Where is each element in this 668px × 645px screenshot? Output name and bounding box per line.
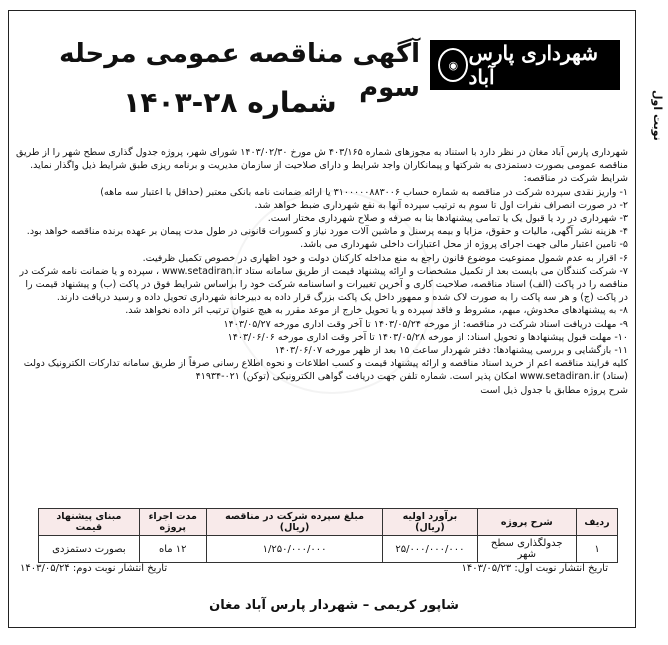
condition-item: ۴- هزینه نشر آگهی، مالیات و حقوق، مزایا و بیمه پرسنل و ماشین آلات مورد نیاز و کسورات قانونی در طول مدت پیمان بر عهده برنده مناقصه خواهد بود.: [26, 226, 628, 238]
signature-line: شاپور کریمی – شهردار پارس آباد مغان: [209, 598, 459, 613]
project-table: [38, 508, 618, 563]
conditions-heading: شرایط شرکت در مناقصه:: [523, 173, 628, 185]
side-label: نوبت اول: [651, 89, 664, 141]
logo-text: شهرداری پارس آباد: [468, 41, 598, 89]
condition-item: شرح پروژه مطابق با جدول ذیل است: [480, 384, 628, 396]
condition-item: ۸- به پیشنهادهای مخدوش، مبهم، مشروط و فاقد سپرده و یا تحویل خارج از موعد مقرر به هیچ عنوان ترتیب اثر داده نخواهد شد.: [125, 305, 628, 317]
col-header: ردیف: [577, 509, 618, 536]
condition-item: ۵- تامین اعتبار مالی جهت اجرای پروژه از محل اعتبارات داخلی شهرداری می باشد.: [300, 239, 628, 251]
condition-item: ۳- شهرداری در رد یا قبول یک یا تمامی پیشنهادها بنا به صرفه و صلاح شهرداری مختار است.: [267, 213, 628, 225]
col-header: شرح پروژه: [477, 509, 577, 536]
page-title: آگهی مناقصه عمومی مرحله سوم: [59, 39, 420, 103]
col-header: مبلغ سپرده شرکت در مناقصه (ریال): [206, 509, 383, 536]
first-publish-date: تاریخ انتشار نوبت اول: ۱۴۰۳/۰۵/۲۳: [461, 563, 608, 574]
condition-item: ۹- مهلت دریافت اسناد شرکت در مناقصه: از مورخه ۱۴۰۳/۰۵/۲۴ تا آخر وقت اداری مورخه ۱۴۰۳/۰۵/۲۷: [223, 318, 628, 330]
col-header: مبنای پیشنهاد قیمت: [39, 509, 140, 536]
table-cell: ۱/۲۵۰/۰۰۰/۰۰۰: [206, 536, 383, 563]
condition-item: ۱۱- بازگشایی و بررسی پیشنهادها: دفتر شهردار ساعت ۱۵ بعد از ظهر مورخه ۱۴۰۳/۰۶/۰۷: [274, 345, 628, 357]
col-header: مدت اجراء پروژه: [139, 509, 206, 536]
condition-item: ۷- شرکت کنندگان می بایست بعد از تکمیل مشخصات و ارائه پیشنهاد قیمت از طریق سامانه ستاد www.setadiran.ir ، سپرده و یا ضمانت نامه شرکت در مناقصه را در پاکت (الف) اسناد مناقصه، صلاحیت کاری و آخرین تغییرات و اساسنامه شرکت خود را براساس شرایط فوق در پاکت (ب) و پیشنهاد قیمت را در پاکت (ج) و هر سه پاکت را به صورت لاک شده و ممهور داخل یک پاکت بزرگ قرار داده به دبیرخانه شهرداری تحویل داده و رسید دریافت دارند.: [19, 265, 628, 304]
condition-item: ۲- در صورت انصراف نفرات اول تا سوم به ترتیب سپرده آنها به نفع شهرداری ضبط خواهد شد.: [254, 199, 628, 211]
table-cell: ۲۵/۰۰۰/۰۰۰/۰۰۰: [383, 536, 477, 563]
col-header: برآورد اولیه (ریال): [383, 509, 477, 536]
table-header-row: [39, 509, 618, 536]
condition-item: ۱۰- مهلت قبول پیشنهادها و تحویل اسناد: از مورخه ۱۴۰۳/۰۵/۲۸ تا آخر وقت اداری مورخه ۱۴۰۳/۰۶/۰۶: [227, 331, 628, 343]
seal-icon: ◉: [438, 48, 468, 82]
table-cell: جدولگذاری سطح شهر: [477, 536, 577, 563]
condition-item: ۱- واریز نقدی سپرده شرکت در مناقصه به شماره حساب ۳۱۰۰۰۰۰۸۸۳۰۰۶ یا ارائه ضمانت نامه بانکی معتبر (حداقل با اعتبار سه ماهه): [100, 186, 628, 198]
municipality-logo: [430, 40, 620, 90]
tender-number: شماره ۲۸-۱۴۰۳: [123, 86, 337, 119]
table-row: [39, 536, 618, 563]
table-cell: بصورت دستمزدی: [39, 536, 140, 563]
intro-paragraph: شهرداری پارس آباد مغان در نظر دارد با استناد به مجوزهای شماره ۴۰۳/۱۶۵ ش مورخ ۱۴۰۳/۰۲/۳۰ شورای شهر، پروژه جدول گذاری سطح شهر را از طریق مناقصه عمومی بصورت دستمزدی به شرکتها و پیمانکاران واجد شرایط و دارای صلاحیت از سازمان مدیریت و برنامه ریزی طبق شرایط ذیل واگذار نماید.: [16, 147, 628, 172]
body-text: [16, 146, 628, 397]
condition-item: کلیه فرایند مناقصه اعم از خرید اسناد مناقصه و ارائه پیشنهاد قیمت و کسب اطلاعات و نحوه اطلاع رسانی صرفاً از طریق سامانه تدارکات الکترونیک دولت (ستاد) www.setadiran.ir امکان پذیر است. شماره تلفن جهت دریافت گواهی الکترونیکی (توکن) ۰۲۱-۴۱۹۳۴: [23, 358, 628, 383]
condition-item: ۶- اقرار به عدم شمول ممنوعیت موضوع قانون راجع به منع مداخله کارکنان دولت و خود اظهاری در خصوص تکمیل ظرفیت.: [142, 252, 628, 264]
table-cell: ۱: [577, 536, 618, 563]
table-cell: ۱۲ ماه: [139, 536, 206, 563]
second-publish-date: تاریخ انتشار نوبت دوم: ۱۴۰۳/۰۵/۲۴: [20, 563, 168, 574]
